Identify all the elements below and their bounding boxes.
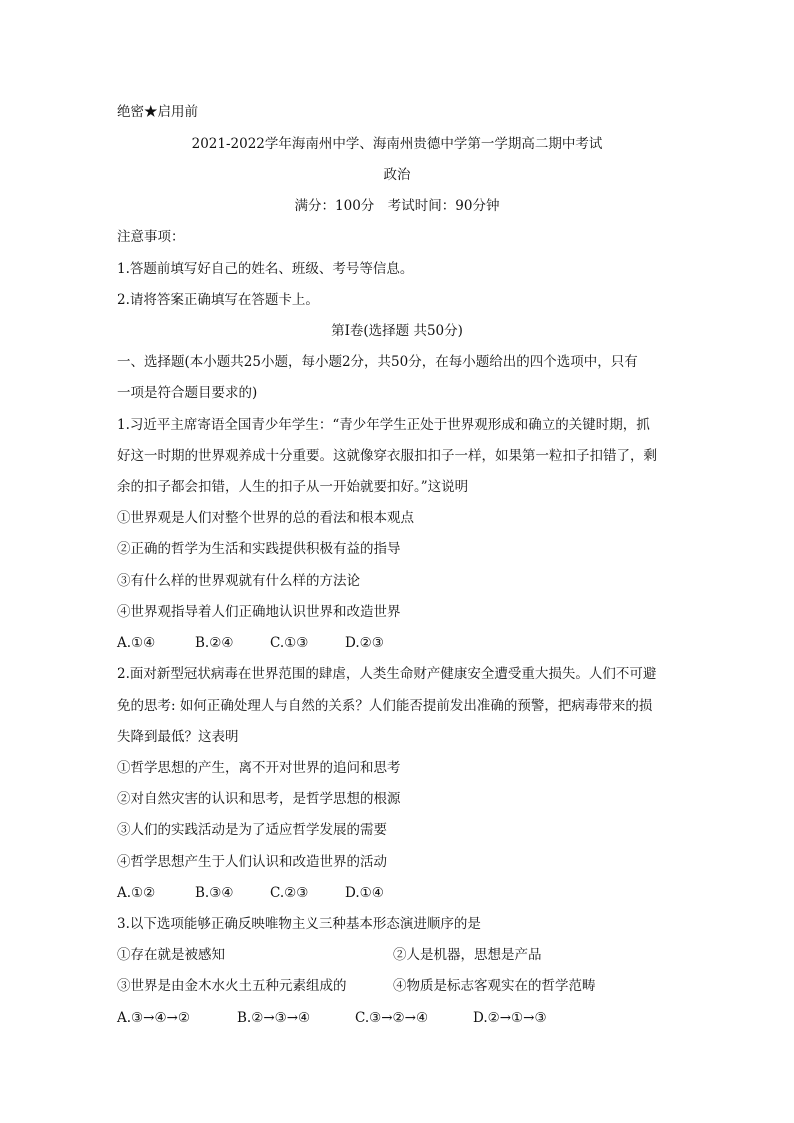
score-time-line: 满分：100分 考试时间：90分钟 [294,198,500,214]
question-stem: 免的思考: 如何正确处理人与自然的关系？人们能否提前发出准确的预警，把病毒带来的损 [117,698,653,714]
question-stem: 失降到最低？这表明 [117,729,239,745]
exam-title: 2021-2022学年海南州中学、海南州贵德中学第一学期高二期中考试 [191,136,603,152]
section-instructions: 一项是符合题目要求的) [117,385,258,401]
subject-title: 政治 [383,167,411,183]
choice-c: C.②③ [270,885,309,901]
statement-item: ②对自然灾害的认识和思考，是哲学思想的根源 [117,791,401,807]
choice-d: D.②③ [345,635,384,651]
part-title: 第Ⅰ卷(选择题 共50分) [331,323,463,339]
statement-item: ④世界观指导着人们正确地认识世界和改造世界 [117,604,401,620]
statement-item: ③世界是由金木水火土五种元素组成的 [117,978,347,994]
choice-a: A.①④ [117,635,156,651]
choice-c: C.①③ [270,635,309,651]
choice-d: D.①④ [345,885,384,901]
choice-d: D.②→①→③ [473,1010,547,1026]
question-stem: 3.以下选项能够正确反映唯物主义三种基本形态演进顺序的是 [117,916,481,932]
statement-item: ②人是机器，思想是产品 [393,947,542,963]
question-stem: 2.面对新型冠状病毒在世界范围的肆虐，人类生命财产健康安全遭受重大损失。人们不可避 [117,666,657,682]
section-instructions: 一、选择题(本小题共25小题，每小题2分，共50分，在每小题给出的四个选项中，只有 [117,354,638,370]
confidential-label: 绝密★启用前 [117,104,198,120]
statement-item: ④物质是标志客观实在的哲学范畴 [393,978,596,994]
statement-item: ①哲学思想的产生，离不开对世界的追问和思考 [117,760,401,776]
question-stem: 好这一时期的世界观养成十分重要。这就像穿衣服扣扣子一样，如果第一粒扣子扣错了，剩 [117,448,657,464]
notice-heading: 注意事项： [117,229,185,245]
statement-item: ④哲学思想产生于人们认识和改造世界的活动 [117,854,387,870]
choice-a: A.③→④→② [117,1010,190,1026]
question-stem: 1.习近平主席寄语全国青少年学生：“青少年学生正处于世界观形成和确立的关键时期，抓 [117,417,650,433]
statement-item: ②正确的哲学为生活和实践提供积极有益的指导 [117,541,401,557]
choice-b: B.③④ [195,885,234,901]
choice-b: B.②→③→④ [237,1010,311,1026]
notice-item: 1.答题前填写好自己的姓名、班级、考号等信息。 [117,261,414,277]
statement-item: ③人们的实践活动是为了适应哲学发展的需要 [117,822,387,838]
statement-item: ①存在就是被感知 [117,947,225,963]
statement-item: ①世界观是人们对整个世界的总的看法和根本观点 [117,510,414,526]
notice-item: 2.请将答案正确填写在答题卡上。 [117,292,319,308]
choice-a: A.①② [117,885,156,901]
choice-c: C.③→②→④ [355,1010,429,1026]
statement-item: ③有什么样的世界观就有什么样的方法论 [117,573,360,589]
question-stem: 余的扣子都会扣错，人生的扣子从一开始就要扣好。”这说明 [117,479,469,495]
choice-b: B.②④ [195,635,234,651]
